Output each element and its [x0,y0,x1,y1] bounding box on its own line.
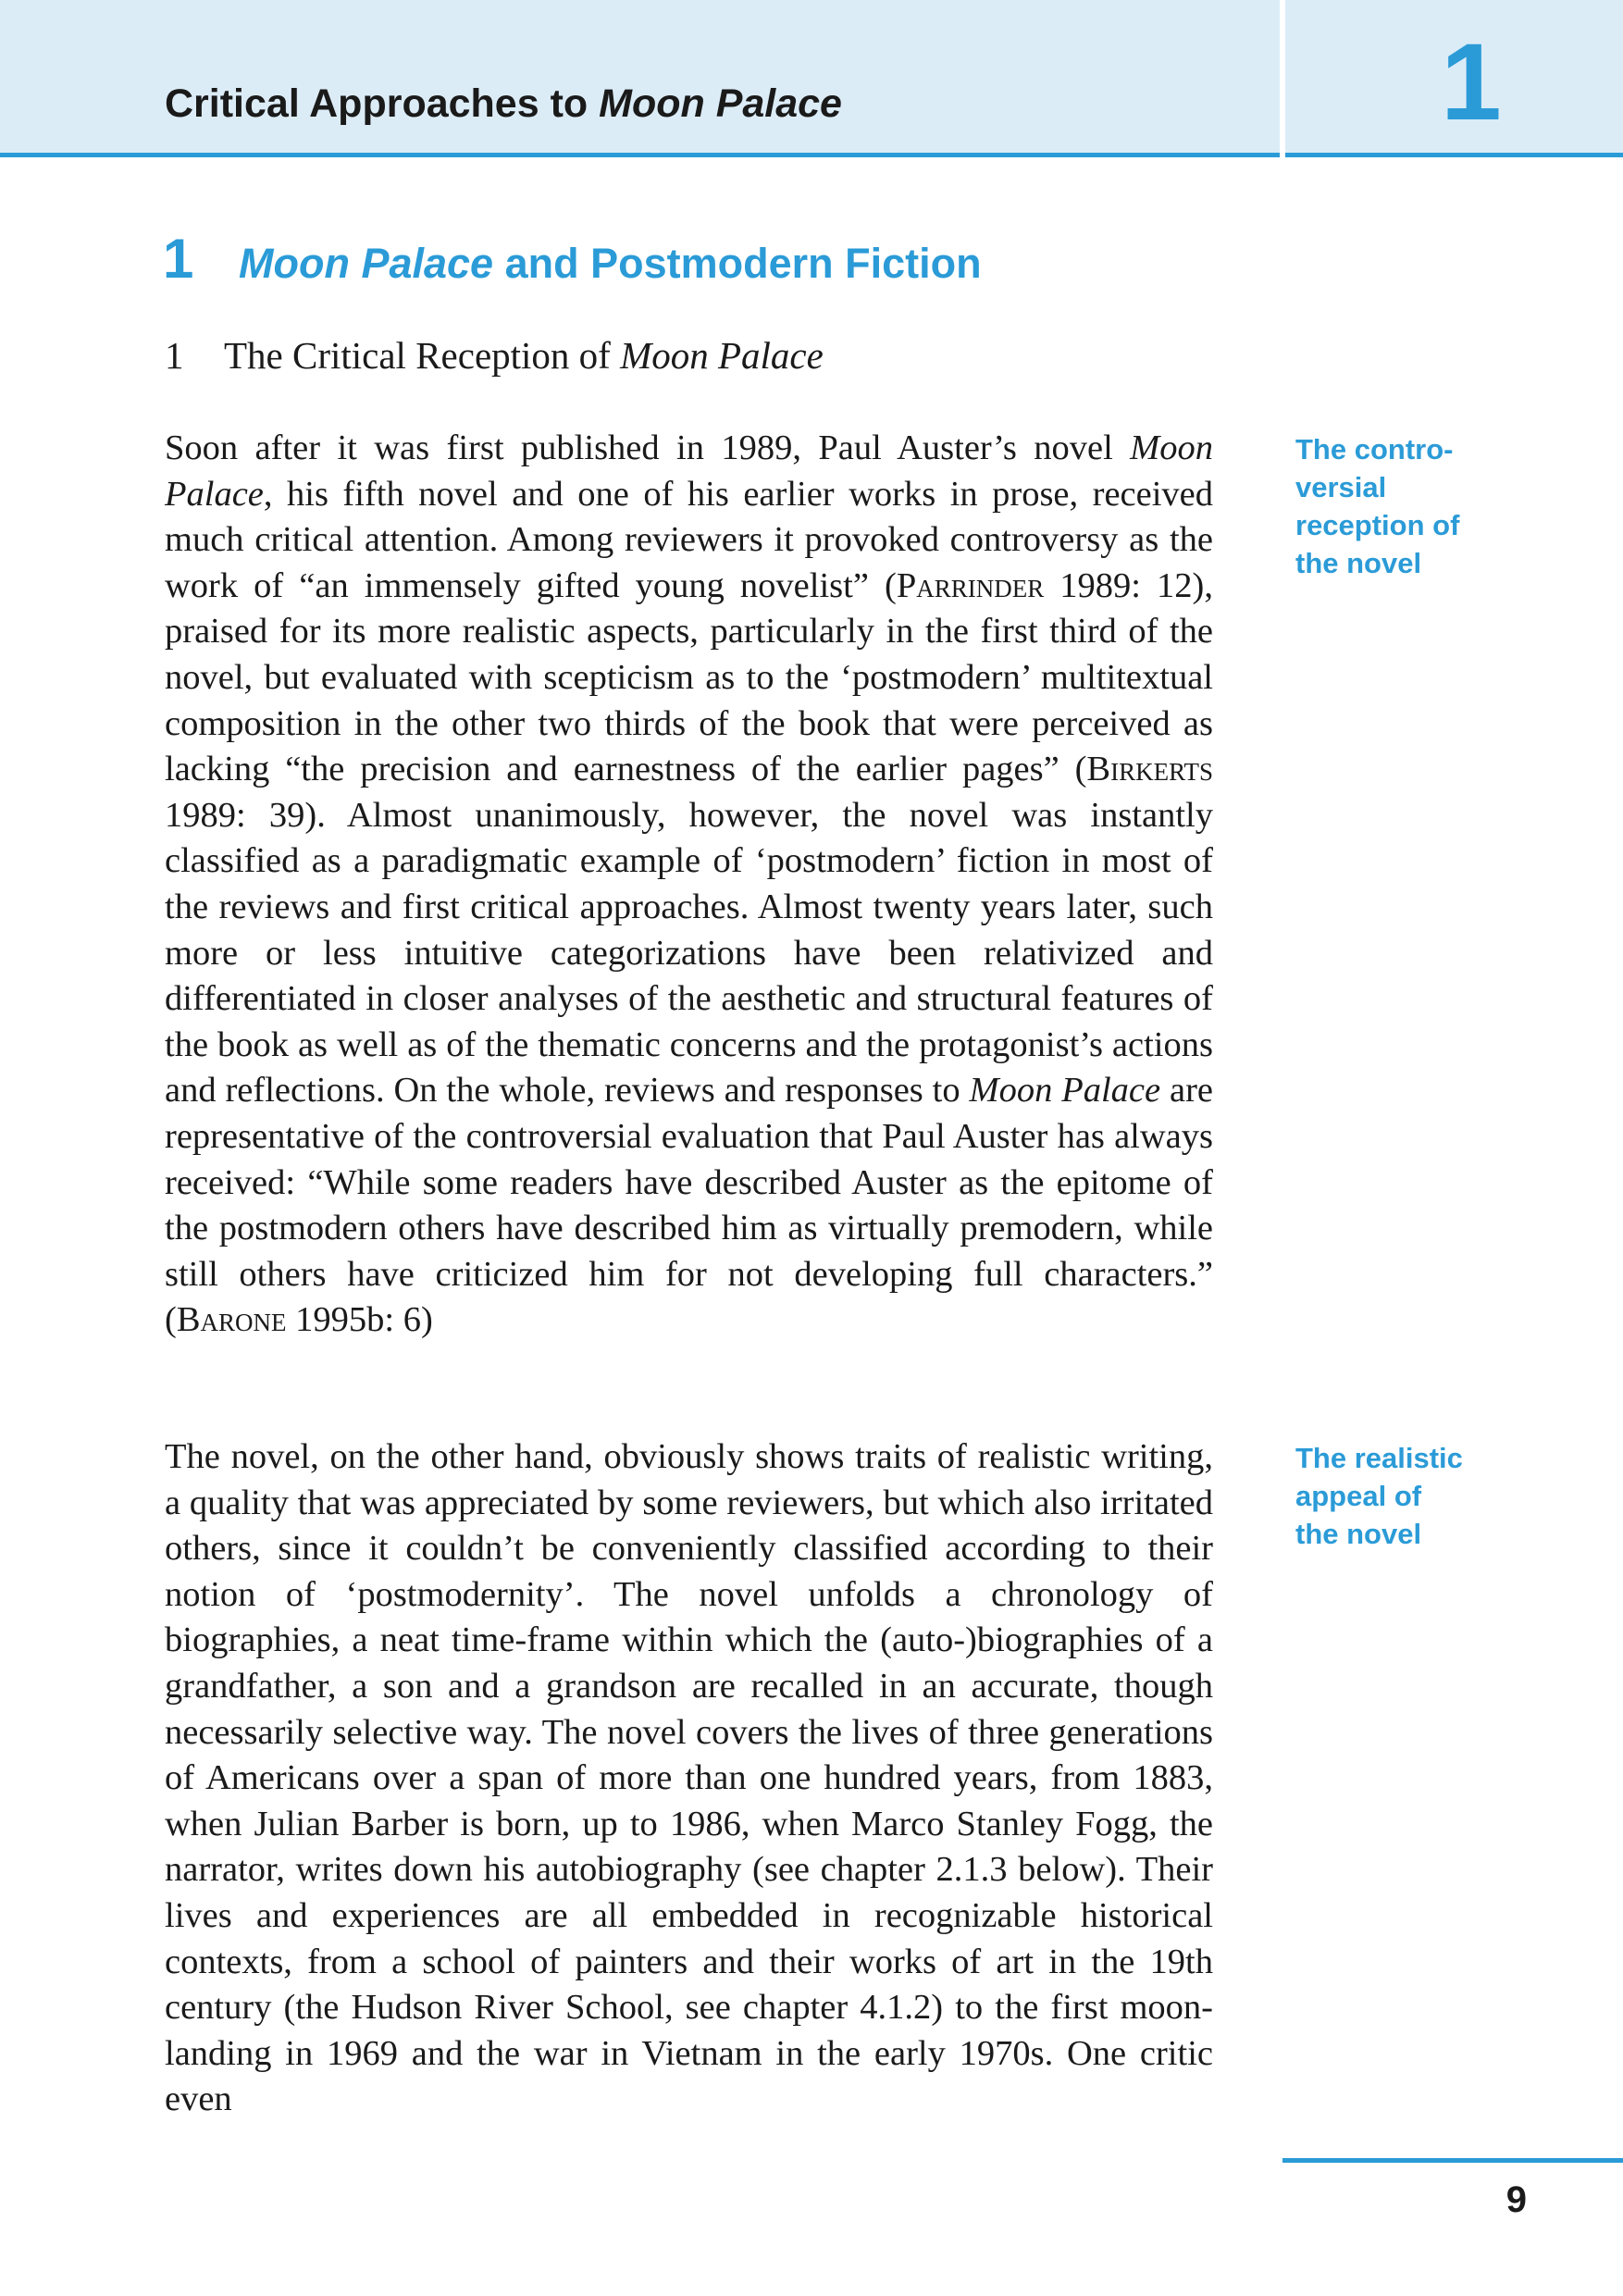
p1-text-4: 1989: 39). Almost unanimously, however, the novel was instantly classified as a paradigmatic example of ‘postmodern’ fiction in most of the reviews and first critical approaches. Almost twenty years later, such more or less intuitive categorizations have been relativized and differentiated in closer analyses of the aesthetic and structural features of the book as well as of the thematic concerns and the protagonist’s actions and reflections. On the whole, reviews and responses to [165,795,1213,1111]
p1-text-3: 1989: 12), praised for its more realistic aspects, particularly in the first third of the novel, but evaluated with scepticism as to the ‘postmodern’ multitextual composition in the other two thirds of the book that were perceived as lacking “the precision and earnestness of the earlier pages” ( [165,565,1213,789]
margin-note-realistic-appeal [1295,1439,1555,1553]
section-heading-number: 1 [165,334,184,377]
margin-note-line: the novel [1295,547,1422,579]
header-band [0,0,1280,157]
section-heading [165,333,824,378]
running-title [165,81,842,127]
paragraph-critical-reception [165,426,1213,1344]
page-number: 9 [1505,2179,1527,2220]
margin-note-line: versial [1295,471,1387,503]
margin-note-line: appeal of [1295,1480,1422,1512]
p1-title-italic-2: Moon Palace [969,1071,1161,1111]
p1-text-1: Soon after it was first published in 1989, Paul Auster’s novel [165,428,1131,467]
section-heading-title: The Critical Reception of [224,334,621,377]
citation-parrinder: Parrinder [896,565,1045,605]
section-heading-italic: Moon Palace [620,334,824,377]
footer-rule [1282,2158,1623,2163]
p1-text-5: are representative of the controversial evaluation that Paul Auster has always received: “While some readers have described Auster as the epitome of the postmodern others have described him as virtually premodern, while still others have criticized him for not developing full characters.” ( [165,1071,1213,1340]
paragraph-realistic-appeal: The novel, on the other hand, obviously shows traits of realistic writing, a quality that was appreciated by some reviewers, but which also irritated others, since it couldn’t be conveniently classified according to their notion of ‘postmodernity’. The novel unfolds a chronology of biographies, a neat time-frame within which the (auto-)biographies of a grandfather, a son and a grandson are recalled in an accurate, though necessarily selective way. The novel covers the lives of three generations of Americans over a span of more than one hundred years, from 1883, when Julian Barber is born, up to 1986, when Marco Stanley Fogg, the narrator, writes down his autobiography (see chapter 2.1.3 below). Their lives and experiences are all embedded in recognizable historical contexts, from a school of painters and their works of art in the 19th century (the Hudson River School, see chapter 4.1.2) to the first moon-landing in 1969 and the war in Vietnam in the early 1970s. One critic even [165,1437,1213,2119]
citation-birkerts: Birkerts [1086,750,1213,789]
margin-note-line: The realistic [1295,1442,1463,1474]
p1-text-6: 1995b: 6) [286,1300,433,1340]
margin-note-line: The contro- [1295,433,1454,465]
chapter-number-badge: 1 [1441,21,1502,143]
chapter-heading [163,227,982,291]
margin-note-controversial-reception [1295,430,1555,582]
running-title-text: Critical Approaches to [165,81,588,126]
margin-note-line: the novel [1295,1518,1422,1550]
chapter-heading-number: 1 [163,228,194,290]
citation-barone: Barone [176,1300,287,1340]
running-title-italic: Moon Palace [599,81,842,126]
chapter-heading-italic: Moon Palace [239,240,494,287]
chapter-heading-rest: and Postmodern Fiction [493,240,982,287]
margin-note-line: reception of [1295,509,1460,541]
p1-title-italic-1: Moon Palace [165,428,1213,514]
p1-text-2: , his fifth novel and one of his earlier works in prose, received much critical attention. Among reviewers it provoked controversy as the work of “an immensely gifted young novelist” ( [165,474,1213,605]
